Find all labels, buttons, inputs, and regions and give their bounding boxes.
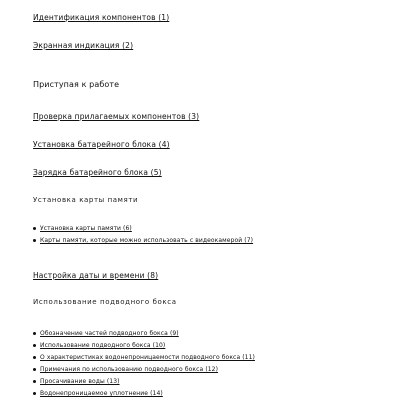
toc-link-set-date-time[interactable]: Настройка даты и времени (8) [33,271,159,280]
bullet-icon [33,332,36,335]
list-item[interactable] [33,237,253,244]
toc-link-component-identification[interactable]: Идентификация компонентов (1) [33,13,170,22]
bullet-icon [33,368,36,371]
section-title-underwater-case: Использование подводного бокса [33,298,177,306]
list-item[interactable] [33,342,165,349]
list-item-label[interactable]: Использование подводного бокса (10) [40,342,166,349]
bullet-icon [33,356,36,359]
toc-link-screen-indicators[interactable]: Экранная индикация (2) [33,41,134,50]
bullet-icon [33,227,36,230]
list-item-label[interactable]: Установка карты памяти (6) [40,225,132,232]
toc-link-check-supplied-items[interactable]: Проверка прилагаемых компонентов (3) [33,112,200,121]
section-heading-getting-started: Приступая к работе [33,80,120,89]
bullet-icon [33,239,36,242]
bullet-icon [33,380,36,383]
bullet-icon [33,344,36,347]
toc-link-charge-battery[interactable]: Зарядка батарейного блока (5) [33,168,162,177]
list-item[interactable] [33,330,179,337]
list-item-label[interactable]: Водонепроницаемое уплотнение (14) [40,390,163,397]
list-item-label[interactable]: Примечания по использованию подводного бокса (12) [40,366,219,373]
bullet-icon [33,392,36,395]
list-item[interactable] [33,390,163,397]
list-item[interactable] [33,225,132,232]
list-item[interactable] [33,366,218,373]
list-item[interactable] [33,378,120,385]
list-item-label[interactable]: О характеристиках водонепроницаемости подводного бокса (11) [40,354,255,361]
list-item-label[interactable]: Просачивание воды (13) [40,378,120,385]
list-item-label[interactable]: Карты памяти, которые можно использовать с видеокамерой (7) [40,237,254,244]
list-item-label[interactable]: Обозначение частей подводного бокса (9) [40,330,179,337]
toc-link-insert-battery[interactable]: Установка батарейного блока (4) [33,140,170,149]
list-item[interactable] [33,354,255,361]
section-title-memory-card: Установка карты памяти [33,196,139,204]
